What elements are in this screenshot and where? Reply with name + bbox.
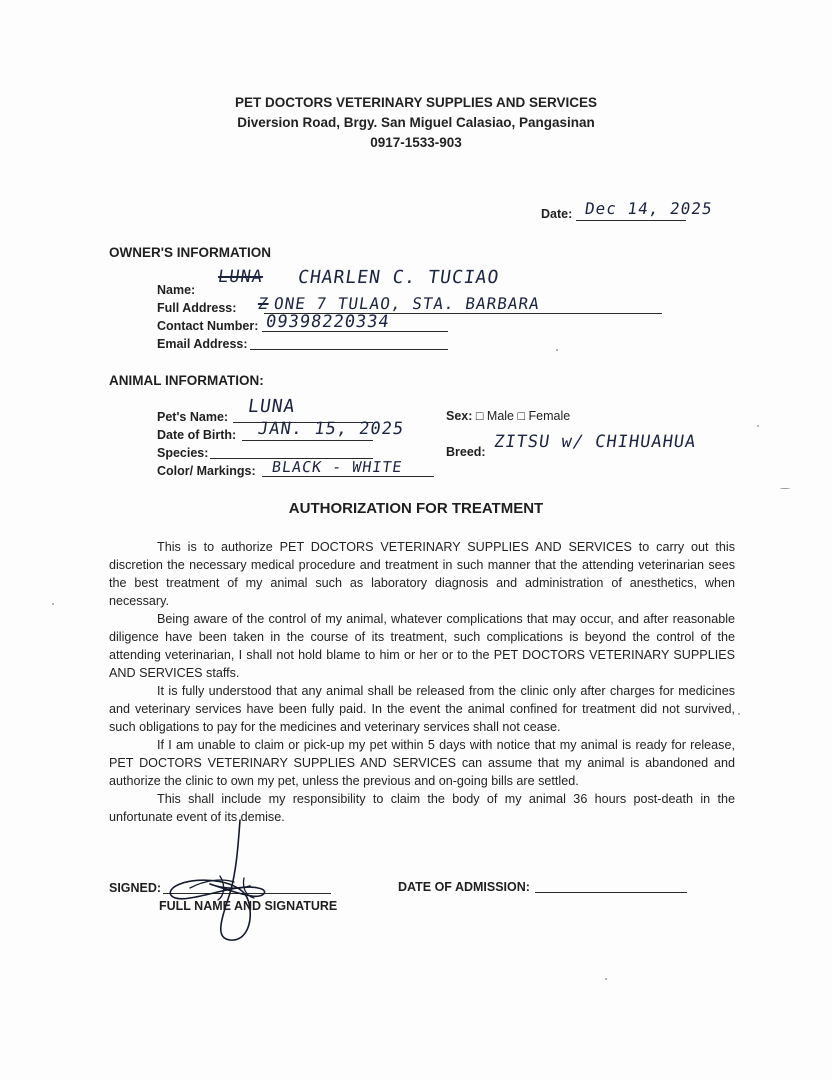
paper-speck (780, 488, 790, 489)
sex-female-checkbox[interactable]: □ Female (517, 409, 571, 423)
owner-section-title: OWNER'S INFORMATION (109, 245, 271, 260)
paper-speck (556, 349, 558, 351)
signature-caption: FULL NAME AND SIGNATURE (159, 899, 338, 913)
authorization-body (109, 538, 735, 826)
clinic-address: Diversion Road, Brgy. San Miguel Calasiao, Pangasinan (237, 115, 595, 130)
owner-email-line (250, 349, 448, 350)
date-label: Date: (541, 207, 573, 221)
owner-email-label: Email Address: (157, 337, 248, 351)
animal-section-title: ANIMAL INFORMATION: (109, 373, 264, 388)
signed-label: SIGNED: (109, 881, 162, 895)
sex-label: Sex: (446, 409, 473, 423)
owner-contact-label: Contact Number: (157, 319, 259, 333)
owner-contact-value: 09398220334 (264, 312, 391, 332)
owner-address-value: ONE 7 TULAO, STA. BARBARA (272, 294, 542, 313)
authorization-title: AUTHORIZATION FOR TREATMENT (288, 500, 544, 517)
breed-label: Breed: (446, 445, 486, 459)
authorization-paragraph: Being aware of the control of my animal, whatever complications that may occur, and after reasonable diligence have been taken in the course of its treatment, such complications is beyond the control of the attending veterinarian, I shall not hold blame to him or her or to the PET DOCTORS VETERINARY SUPPLIES AND SERVICES staffs. (109, 612, 735, 680)
authorization-paragraph: This is to authorize PET DOCTORS VETERINARY SUPPLIES AND SERVICES to carry out this discretion the necessary medical procedure and treatment in such manner that the attending veterinarian sees the best treatment of my animal such as laboratory diagnosis and administration of anesthetics, when necessary. (109, 540, 735, 608)
paper-speck (52, 603, 54, 605)
owner-name-label: Name: (157, 283, 196, 297)
paper-speck (738, 713, 740, 715)
admission-label: DATE OF ADMISSION: (398, 880, 530, 894)
sex-field (446, 409, 570, 423)
authorization-paragraph: This shall include my responsibility to claim the body of my animal 36 hours post-death in the unfortunate event of its demise. (109, 792, 735, 824)
admission-line (535, 892, 687, 893)
signature-drawing (160, 818, 290, 943)
paper-speck (605, 978, 607, 980)
authorization-paragraph: It is fully understood that any animal shall be released from the clinic only after charges for medicines and veterinary services have been fully paid. In the event the animal confined for treatment did not survived, such obligations to pay for the medicines and veterinary services shall not cease. (109, 684, 735, 734)
date-line (576, 220, 686, 221)
date-value: Dec 14, 2025 (583, 199, 714, 218)
dob-label: Date of Birth: (157, 428, 237, 442)
color-label: Color/ Markings: (157, 464, 256, 478)
owner-name-struck: LUNA (216, 267, 265, 287)
clinic-phone: 0917-1533-903 (370, 135, 462, 150)
pet-name-value: LUNA (246, 396, 297, 417)
owner-name-value: CHARLEN C. TUCIAO (296, 267, 501, 288)
pet-name-label: Pet's Name: (157, 410, 229, 424)
dob-value: JAN. 15, 2025 (256, 419, 406, 439)
owner-address-struck: Z (256, 294, 270, 313)
color-line (262, 476, 434, 477)
sex-male-checkbox[interactable]: □ Male (475, 409, 515, 423)
paper-speck (757, 425, 759, 427)
dob-line (242, 440, 373, 441)
authorization-paragraph: If I am unable to claim or pick-up my pet within 5 days with notice that my animal is ready for release, PET DOCTORS VETERINARY SUPPLIES AND SERVICES can assume that my animal is abandoned and authorize the clinic to own my pet, unless the previous and on-going bills are settled. (109, 738, 735, 788)
clinic-name: PET DOCTORS VETERINARY SUPPLIES AND SERVICES (234, 95, 598, 110)
color-value: BLACK - WHITE (270, 458, 404, 476)
breed-value: ZITSU w/ CHIHUAHUA (492, 432, 698, 452)
species-label: Species: (157, 446, 209, 460)
owner-address-label: Full Address: (157, 301, 237, 315)
